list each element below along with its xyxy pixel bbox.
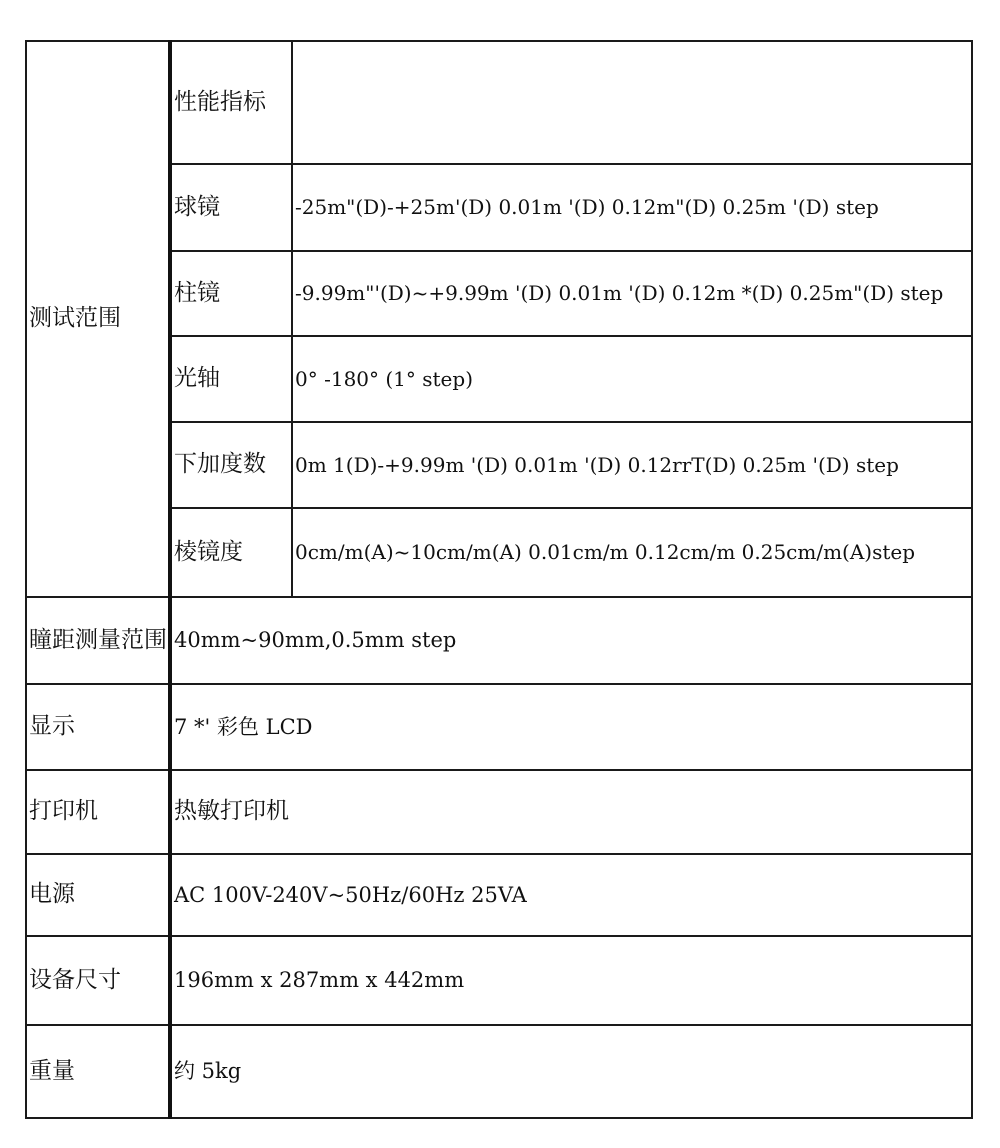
add-power-value: 0m 1(D)-+9.99m '(D) 0.01m '(D) 0.12rrT(D) 0.25m '(D) step (292, 422, 972, 508)
spec-table (25, 40, 973, 1119)
table-row (26, 684, 972, 770)
performance-index-label: 性能指标 (170, 41, 292, 164)
printer-value: 热敏打印机 (170, 770, 972, 854)
pd-range-label: 瞳距测量范围 (26, 597, 170, 684)
weight-label: 重量 (26, 1025, 170, 1118)
printer-label: 打印机 (26, 770, 170, 854)
table-row (26, 936, 972, 1025)
prism-value: 0cm/m(A)~10cm/m(A) 0.01cm/m 0.12cm/m 0.25cm/m(A)step (292, 508, 972, 597)
power-value: AC 100V-240V~50Hz/60Hz 25VA (170, 854, 972, 936)
weight-value: 约 5kg (170, 1025, 972, 1118)
cylinder-label: 柱镜 (170, 251, 292, 336)
pd-range-value: 40mm~90mm,0.5mm step (170, 597, 972, 684)
table-row (26, 770, 972, 854)
table-row (26, 597, 972, 684)
add-power-label: 下加度数 (170, 422, 292, 508)
display-label: 显示 (26, 684, 170, 770)
prism-label: 棱镜度 (170, 508, 292, 597)
table-row (26, 854, 972, 936)
table-row-header (26, 41, 972, 164)
axis-label: 光轴 (170, 336, 292, 422)
power-label: 电源 (26, 854, 170, 936)
performance-index-value (292, 41, 972, 164)
dimensions-value: 196mm x 287mm x 442mm (170, 936, 972, 1025)
dimensions-label: 设备尺寸 (26, 936, 170, 1025)
axis-value: 0° -180° (1° step) (292, 336, 972, 422)
sphere-value: -25m"(D)-+25m'(D) 0.01m '(D) 0.12m"(D) 0.25m '(D) step (292, 164, 972, 251)
display-value: 7 *' 彩色 LCD (170, 684, 972, 770)
cylinder-value: -9.99m"'(D)~+9.99m '(D) 0.01m '(D) 0.12m *(D) 0.25m"(D) step (292, 251, 972, 336)
table-row (26, 1025, 972, 1118)
test-range-label: 测试范围 (26, 41, 170, 597)
sphere-label: 球镜 (170, 164, 292, 251)
